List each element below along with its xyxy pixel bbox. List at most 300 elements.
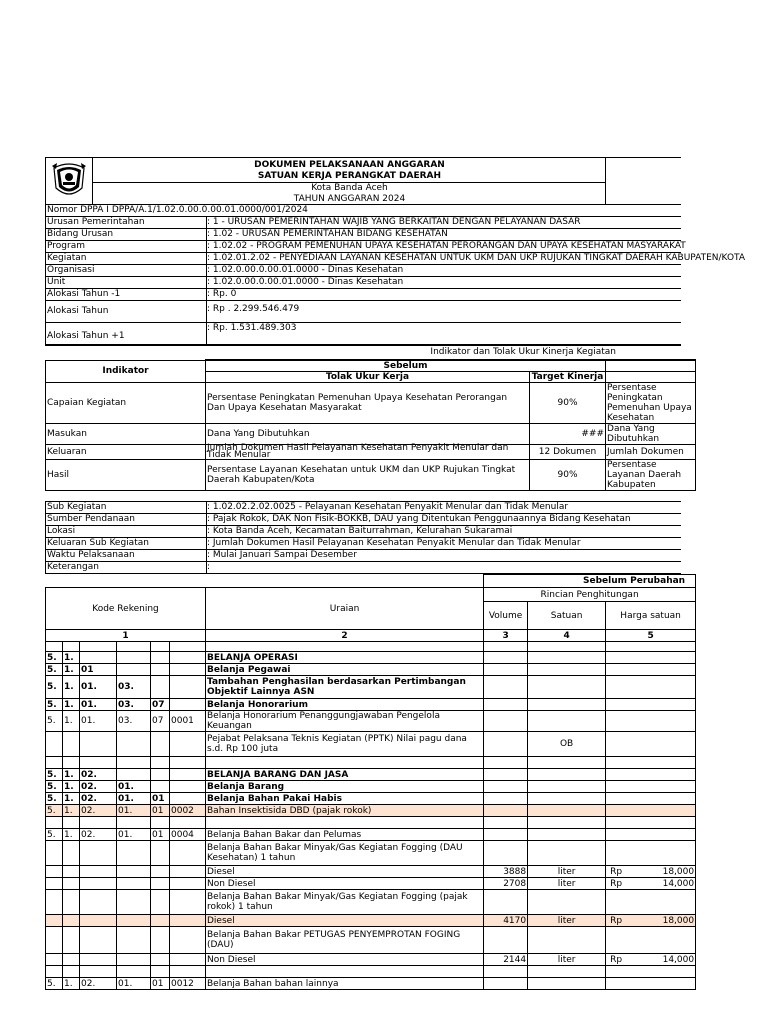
- indikator-target: ###: [530, 424, 606, 445]
- kode-segment: 01.: [117, 781, 151, 793]
- uraian-cell: Bahan Insektisida DBD (pajak rokok): [206, 805, 484, 817]
- harga-cell: [606, 699, 696, 711]
- uraian-cell: Tambahan Penghasilan berdasarkan Pertimbangan Objektif Lainnya ASN: [206, 676, 484, 699]
- harga-cell: [606, 676, 696, 699]
- kode-segment: [170, 793, 206, 805]
- kode-segment: [63, 966, 80, 978]
- harga-cell: [606, 793, 696, 805]
- uraian-cell: Diesel: [206, 915, 484, 927]
- kode-segment: 1.: [63, 769, 80, 781]
- harga-cell: [606, 966, 696, 978]
- rincian-row: [46, 781, 696, 793]
- volume-cell: [484, 732, 528, 757]
- volume-cell: [484, 890, 528, 915]
- kode-segment: 01: [80, 664, 117, 676]
- kode-segment: [80, 966, 117, 978]
- satuan-cell: [528, 642, 606, 652]
- sebelum-perubahan: Sebelum Perubahan: [484, 575, 696, 588]
- kode-segment: 01: [151, 805, 170, 817]
- uraian-cell: Belanja Bahan Bakar PETUGAS PENYEMPROTAN FOGING (DAU): [206, 927, 484, 954]
- indikator-target: 12 Dokumen: [530, 445, 606, 460]
- info-label: Unit: [47, 277, 66, 287]
- kode-segment: [170, 642, 206, 652]
- kode-segment: [46, 642, 63, 652]
- kode-segment: 03.: [117, 676, 151, 699]
- kode-segment: [46, 878, 63, 890]
- kode-segment: [151, 732, 170, 757]
- rincian-row: [46, 829, 696, 841]
- col-sebelum: Sebelum: [206, 360, 606, 372]
- indikator-name: Keluaran: [46, 445, 206, 460]
- kode-segment: [151, 841, 170, 866]
- sub-value: : Pajak Rokok, DAK Non Fisik-BOKKB, DAU yang Ditentukan Penggunaannya Bidang Kesehatan: [207, 514, 631, 524]
- uraian-cell: Non Diesel: [206, 878, 484, 890]
- uraian-cell: Non Diesel: [206, 954, 484, 966]
- kode-segment: [151, 676, 170, 699]
- kode-segment: [80, 890, 117, 915]
- rincian-row: [46, 805, 696, 817]
- kode-segment: 01.: [80, 711, 117, 732]
- kode-segment: [63, 927, 80, 954]
- rincian-row: [46, 757, 696, 769]
- harga-cell: [606, 829, 696, 841]
- kode-segment: [63, 866, 80, 878]
- sub-value: : Kota Banda Aceh, Kecamatan Baiturrahman, Kelurahan Sukaramai: [207, 526, 513, 536]
- kode-segment: 1.: [63, 781, 80, 793]
- kode-segment: [80, 732, 117, 757]
- satuan-cell: [528, 699, 606, 711]
- kode-segment: [117, 732, 151, 757]
- volume-cell: [484, 793, 528, 805]
- kode-segment: 5.: [46, 676, 63, 699]
- kode-segment: [46, 915, 63, 927]
- harga-cell: [606, 711, 696, 732]
- currency-label: Rp: [610, 866, 623, 877]
- col-number: 4: [528, 630, 606, 642]
- rincian-row: [46, 699, 696, 711]
- satuan-cell: [528, 652, 606, 664]
- sub-label: Waktu Pelaksanaan: [47, 550, 135, 560]
- rincian-row: [46, 642, 696, 652]
- volume-cell: [484, 664, 528, 676]
- kode-segment: [151, 664, 170, 676]
- kode-segment: 0012: [170, 978, 206, 990]
- kode-segment: [170, 878, 206, 890]
- kode-segment: [63, 757, 80, 769]
- harga-cell: [606, 954, 696, 966]
- harga-value: 14,000: [662, 954, 695, 965]
- currency-label: Rp: [610, 954, 623, 965]
- volume-cell: [484, 927, 528, 954]
- kode-segment: 5.: [46, 793, 63, 805]
- kode-segment: [80, 642, 117, 652]
- harga-cell: [606, 841, 696, 866]
- kode-segment: [151, 966, 170, 978]
- kode-segment: 01.: [80, 699, 117, 711]
- document-subtitle: Kota Banda Aceh TAHUN ANGGARAN 2024: [293, 183, 406, 204]
- kode-segment: [46, 732, 63, 757]
- kode-segment: [80, 757, 117, 769]
- kode-segment: 5.: [46, 829, 63, 841]
- rincian-row: [46, 652, 696, 664]
- harga-value: 14,000: [662, 878, 695, 889]
- harga-cell: [606, 642, 696, 652]
- kode-segment: 02.: [80, 805, 117, 817]
- uraian-cell: [206, 966, 484, 978]
- info-label: Alokasi Tahun -1: [47, 289, 121, 299]
- harga-value: 18,000: [662, 866, 695, 877]
- info-label: Kegiatan: [47, 253, 87, 263]
- indikator-target: 90%: [530, 460, 606, 491]
- harga-cell: [606, 890, 696, 915]
- kode-segment: 5.: [46, 978, 63, 990]
- kode-segment: [46, 890, 63, 915]
- col-indikator: Indikator: [46, 360, 206, 383]
- kode-segment: 5.: [46, 781, 63, 793]
- sub-kegiatan-info: [45, 501, 681, 574]
- kode-segment: 01: [151, 793, 170, 805]
- harga-value: 18,000: [662, 915, 695, 926]
- kode-segment: [117, 642, 151, 652]
- banda-aceh-logo: [46, 158, 93, 204]
- satuan-cell: [528, 711, 606, 732]
- harga-cell: [606, 817, 696, 829]
- kode-segment: 01: [151, 829, 170, 841]
- indikator-after: Persentase Peningkatan Pemenuhan Upaya Kesehatan: [606, 383, 696, 424]
- kode-segment: [63, 915, 80, 927]
- uraian-cell: Belanja Bahan Bakar dan Pelumas: [206, 829, 484, 841]
- kode-segment: [80, 927, 117, 954]
- volume-cell: 2708: [484, 878, 528, 890]
- indikator-tolak: Jumlah Dokumen Hasil Pelayanan Kesehatan Penyakit Menular dan Tidak Menular: [206, 445, 530, 460]
- kode-segment: 5.: [46, 664, 63, 676]
- rincian-row: [46, 954, 696, 966]
- kode-segment: [170, 890, 206, 915]
- kode-segment: [80, 915, 117, 927]
- harga-cell: [606, 805, 696, 817]
- rincian-row: [46, 841, 696, 866]
- harga-cell: [606, 769, 696, 781]
- kode-segment: [151, 769, 170, 781]
- uraian-cell: Belanja Bahan Bakar Minyak/Gas Kegiatan Fogging (pajak rokok) 1 tahun: [206, 890, 484, 915]
- rincian-row: [46, 915, 696, 927]
- info-value: : 1 - URUSAN PEMERINTAHAN WAJIB YANG BERKAITAN DENGAN PELAYANAN DASAR: [207, 217, 581, 227]
- kode-segment: [63, 817, 80, 829]
- uraian-cell: Belanja Pegawai: [206, 664, 484, 676]
- uraian-cell: Belanja Barang: [206, 781, 484, 793]
- satuan-cell: [528, 890, 606, 915]
- satuan-cell: liter: [528, 915, 606, 927]
- col-uraian: Uraian: [206, 588, 484, 630]
- rincian-penghitungan: Rincian Penghitungan: [484, 588, 696, 602]
- satuan-cell: liter: [528, 954, 606, 966]
- kode-segment: [46, 866, 63, 878]
- kode-segment: [63, 841, 80, 866]
- kode-segment: 1.: [63, 793, 80, 805]
- kode-segment: [151, 915, 170, 927]
- kode-segment: 07: [151, 699, 170, 711]
- program-info: [45, 205, 746, 344]
- info-value: : 1.02.01.2.02 - PENYEDIAAN LAYANAN KESEHATAN UNTUK UKM DAN UKP RUJUKAN TINGKAT DAERAH KABUPATEN/KOTA: [207, 253, 746, 263]
- rincian-table: [45, 574, 696, 990]
- kode-segment: 03.: [117, 699, 151, 711]
- rincian-row: [46, 966, 696, 978]
- uraian-cell: [206, 757, 484, 769]
- kode-segment: [170, 757, 206, 769]
- col-number: 5: [606, 630, 696, 642]
- kode-segment: [170, 966, 206, 978]
- info-value: : 1.02.0.00.0.00.01.0000 - Dinas Kesehatan: [207, 277, 404, 287]
- kode-segment: [46, 817, 63, 829]
- kode-segment: [170, 841, 206, 866]
- volume-cell: 2144: [484, 954, 528, 966]
- col-harga: Harga satuan: [606, 602, 696, 630]
- satuan-cell: [528, 676, 606, 699]
- document-title: DOKUMEN PELAKSANAAN ANGGARAN SATUAN KERJA PERANGKAT DAERAH: [254, 160, 445, 181]
- rincian-row: [46, 664, 696, 676]
- satuan-cell: [528, 769, 606, 781]
- uraian-cell: [206, 817, 484, 829]
- kode-segment: [170, 866, 206, 878]
- volume-cell: [484, 642, 528, 652]
- kode-segment: 03.: [117, 711, 151, 732]
- kode-segment: [151, 757, 170, 769]
- kode-segment: [117, 927, 151, 954]
- satuan-cell: OB: [528, 732, 606, 757]
- kode-segment: [117, 817, 151, 829]
- kode-segment: [151, 954, 170, 966]
- kode-segment: 1.: [63, 805, 80, 817]
- sub-value: : Jumlah Dokumen Hasil Pelayanan Kesehatan Penyakit Menular dan Tidak Menular: [207, 538, 581, 548]
- volume-cell: [484, 769, 528, 781]
- harga-cell: [606, 781, 696, 793]
- harga-cell: [606, 664, 696, 676]
- kode-segment: [117, 664, 151, 676]
- document-header: [45, 157, 681, 205]
- kode-segment: [63, 954, 80, 966]
- kode-segment: 1.: [63, 652, 80, 664]
- kode-segment: 1.: [63, 699, 80, 711]
- kode-segment: 02.: [80, 978, 117, 990]
- info-label: Organisasi: [47, 265, 95, 275]
- kode-segment: [151, 817, 170, 829]
- kode-segment: 5.: [46, 769, 63, 781]
- satuan-cell: [528, 927, 606, 954]
- info-value: : Rp. 0: [207, 289, 237, 299]
- harga-cell: [606, 878, 696, 890]
- satuan-cell: [528, 757, 606, 769]
- kode-segment: 01.: [117, 805, 151, 817]
- kode-segment: 5.: [46, 711, 63, 732]
- kode-segment: [80, 652, 117, 664]
- col-tolak-ukur: Tolak Ukur Kerja: [206, 372, 530, 383]
- indikator-name: Hasil: [46, 460, 206, 491]
- indikator-name: Capaian Kegiatan: [46, 383, 206, 424]
- kode-segment: [117, 915, 151, 927]
- indikator-target: 90%: [530, 383, 606, 424]
- kode-segment: [117, 966, 151, 978]
- rincian-row: [46, 890, 696, 915]
- satuan-cell: [528, 781, 606, 793]
- kode-segment: [151, 652, 170, 664]
- indikator-tolak: Persentase Layanan Kesehatan untuk UKM dan UKP Rujukan Tingkat Daerah Kabupaten/Kota: [206, 460, 530, 491]
- kode-segment: 5.: [46, 699, 63, 711]
- col-number: 3: [484, 630, 528, 642]
- harga-cell: [606, 652, 696, 664]
- satuan-cell: [528, 978, 606, 990]
- uraian-cell: Belanja Bahan Pakai Habis: [206, 793, 484, 805]
- info-value: : 1.02 - URUSAN PEMERINTAHAN BIDANG KESEHATAN: [207, 229, 448, 239]
- sub-label: Sub Kegiatan: [47, 502, 107, 512]
- rincian-row: [46, 732, 696, 757]
- kode-segment: 5.: [46, 652, 63, 664]
- satuan-cell: [528, 841, 606, 866]
- indikator-after: Persentase Layanan Daerah Kabupaten: [606, 460, 696, 491]
- col-satuan: Satuan: [528, 602, 606, 630]
- kode-segment: [170, 954, 206, 966]
- kode-segment: [170, 817, 206, 829]
- harga-cell: [606, 915, 696, 927]
- indikator-after: Jumlah Dokumen: [606, 445, 696, 460]
- col-target-kinerja: Target Kinerja: [530, 372, 606, 383]
- harga-cell: [606, 927, 696, 954]
- nomor-dppa: Nomor DPPA I DPPA/A.1/1.02.0.00.0.00.01.0000/001/2024: [47, 205, 308, 215]
- kode-segment: [63, 642, 80, 652]
- info-label: Bidang Urusan: [47, 229, 114, 239]
- kode-segment: [117, 866, 151, 878]
- kode-segment: [46, 841, 63, 866]
- kode-segment: [63, 878, 80, 890]
- kode-segment: [170, 915, 206, 927]
- sub-value: : 1.02.02.2.02.0025 - Pelayanan Kesehatan Penyakit Menular dan Tidak Menular: [207, 502, 569, 512]
- harga-cell: [606, 978, 696, 990]
- col-volume: Volume: [484, 602, 528, 630]
- kode-segment: [46, 966, 63, 978]
- kode-segment: [80, 817, 117, 829]
- kode-segment: [170, 699, 206, 711]
- satuan-cell: [528, 829, 606, 841]
- uraian-cell: Belanja Honorarium: [206, 699, 484, 711]
- kode-segment: 01.: [117, 978, 151, 990]
- kode-segment: [170, 927, 206, 954]
- harga-cell: [606, 732, 696, 757]
- kode-segment: 02.: [80, 793, 117, 805]
- satuan-cell: [528, 817, 606, 829]
- info-value: : Rp. 1.531.489.303: [207, 323, 297, 333]
- kode-segment: [151, 781, 170, 793]
- kode-segment: [170, 769, 206, 781]
- kode-segment: [117, 878, 151, 890]
- kode-segment: [117, 769, 151, 781]
- kode-segment: [170, 732, 206, 757]
- satuan-cell: [528, 805, 606, 817]
- kode-segment: [151, 878, 170, 890]
- volume-cell: [484, 781, 528, 793]
- rincian-row: [46, 866, 696, 878]
- kode-segment: 1.: [63, 829, 80, 841]
- kode-segment: 1.: [63, 676, 80, 699]
- kode-segment: [46, 954, 63, 966]
- indikator-after: Dana Yang Dibutuhkan: [606, 424, 696, 445]
- rincian-row: [46, 927, 696, 954]
- kode-segment: [170, 781, 206, 793]
- kode-segment: 5.: [46, 805, 63, 817]
- kode-segment: [63, 732, 80, 757]
- kode-segment: 02.: [80, 769, 117, 781]
- kode-segment: 01.: [80, 676, 117, 699]
- sub-value: : Mulai Januari Sampai Desember: [207, 550, 357, 560]
- kode-segment: 0004: [170, 829, 206, 841]
- kode-segment: 01.: [117, 829, 151, 841]
- indikator-tolak: Persentase Peningkatan Pemenuhan Upaya Kesehatan Perorangan Dan Upaya Kesehatan Masyarakat: [206, 383, 530, 424]
- uraian-cell: BELANJA BARANG DAN JASA: [206, 769, 484, 781]
- rincian-row: [46, 676, 696, 699]
- info-value: : 1.02.0.00.0.00.01.0000 - Dinas Kesehatan: [207, 265, 404, 275]
- indikator-table: [45, 359, 696, 491]
- rincian-row: [46, 793, 696, 805]
- kode-segment: 1.: [63, 711, 80, 732]
- rincian-row: [46, 711, 696, 732]
- kode-segment: [80, 841, 117, 866]
- kode-segment: [80, 954, 117, 966]
- kode-segment: [170, 676, 206, 699]
- info-label: Urusan Pemerintahan: [47, 217, 145, 227]
- sub-label: Keterangan: [47, 562, 99, 572]
- kode-segment: 01.: [117, 793, 151, 805]
- sub-label: Keluaran Sub Kegiatan: [47, 538, 149, 548]
- indikator-tolak: Dana Yang Dibutuhkan: [206, 424, 530, 445]
- harga-cell: [606, 757, 696, 769]
- kode-segment: [117, 652, 151, 664]
- info-label: Alokasi Tahun +1: [47, 331, 125, 341]
- kode-segment: 01: [151, 978, 170, 990]
- uraian-cell: Pejabat Pelaksana Teknis Kegiatan (PPTK) Nilai pagu dana s.d. Rp 100 juta: [206, 732, 484, 757]
- volume-cell: 4170: [484, 915, 528, 927]
- sub-value: :: [207, 562, 211, 572]
- kode-segment: 1.: [63, 978, 80, 990]
- rincian-row: [46, 978, 696, 990]
- satuan-cell: [528, 793, 606, 805]
- kode-segment: [117, 890, 151, 915]
- volume-cell: [484, 829, 528, 841]
- info-value: : 1.02.02 - PROGRAM PEMENUHAN UPAYA KESEHATAN PERORANGAN DAN UPAYA KESEHATAN MASYARAKAT: [207, 241, 686, 251]
- volume-cell: 3888: [484, 866, 528, 878]
- uraian-cell: Belanja Bahan bahan lainnya: [206, 978, 484, 990]
- volume-cell: [484, 805, 528, 817]
- uraian-cell: Diesel: [206, 866, 484, 878]
- kode-segment: [117, 841, 151, 866]
- kode-segment: [46, 757, 63, 769]
- col-number: 2: [206, 630, 484, 642]
- kode-segment: [80, 878, 117, 890]
- kode-segment: [151, 927, 170, 954]
- satuan-cell: liter: [528, 878, 606, 890]
- volume-cell: [484, 699, 528, 711]
- satuan-cell: [528, 966, 606, 978]
- volume-cell: [484, 652, 528, 664]
- kode-segment: 02.: [80, 829, 117, 841]
- currency-label: Rp: [610, 878, 623, 889]
- harga-cell: [606, 866, 696, 878]
- kode-segment: [80, 866, 117, 878]
- col-kode-rekening: Kode Rekening: [46, 588, 206, 630]
- sub-label: Sumber Pendanaan: [47, 514, 136, 524]
- dppa-sheet: [45, 157, 746, 990]
- rincian-row: [46, 817, 696, 829]
- uraian-cell: Belanja Honorarium Penanggungjawaban Pengelola Keuangan: [206, 711, 484, 732]
- volume-cell: [484, 978, 528, 990]
- kode-segment: 1.: [63, 664, 80, 676]
